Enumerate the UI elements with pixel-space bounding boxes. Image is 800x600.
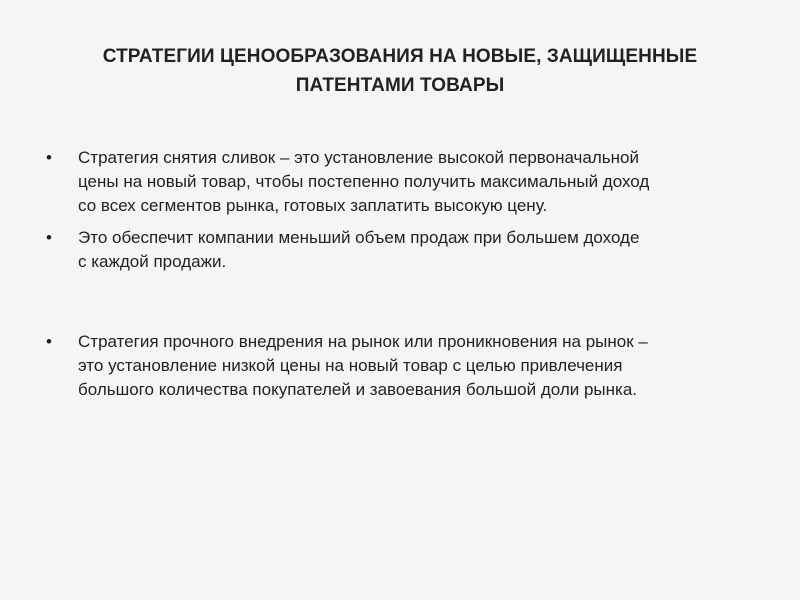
bullet-marker: • (46, 332, 52, 351)
bullet-item-sales-volume (46, 226, 766, 274)
bullet-1-line-1: Стратегия снятия сливок – это установление высокой первоначальной (78, 148, 639, 167)
bullet-list (46, 146, 766, 402)
bullet-1-line-3: со всех сегментов рынка, готовых заплатить высокую цену. (78, 196, 548, 215)
bullet-marker: • (46, 148, 52, 167)
bullet-3-line-1: Стратегия прочного внедрения на рынок или проникновения на рынок – (78, 332, 648, 351)
bullet-1-line-2: цены на новый товар, чтобы постепенно получить максимальный доход (78, 172, 650, 191)
slide-title-line-1: СТРАТЕГИИ ЦЕНООБРАЗОВАНИЯ НА НОВЫЕ, ЗАЩИЩЕННЫЕ (102, 46, 698, 67)
bullet-2-line-2: с каждой продажи. (78, 252, 227, 271)
bullet-marker: • (46, 228, 52, 247)
bullet-3-line-3: большого количества покупателей и завоевания большой доли рынка. (78, 380, 638, 399)
bullet-3-line-2: это установление низкой цены на новый товар с целью привлечения (78, 356, 623, 375)
bullet-2-line-1: Это обеспечит компании меньший объем продаж при большем доходе (78, 228, 640, 247)
bullet-item-market-penetration (46, 330, 766, 402)
bullet-item-cream-skimming (46, 146, 766, 218)
slide-title-line-2: ПАТЕНТАМИ ТОВАРЫ (295, 75, 505, 96)
slide-title (40, 42, 760, 100)
